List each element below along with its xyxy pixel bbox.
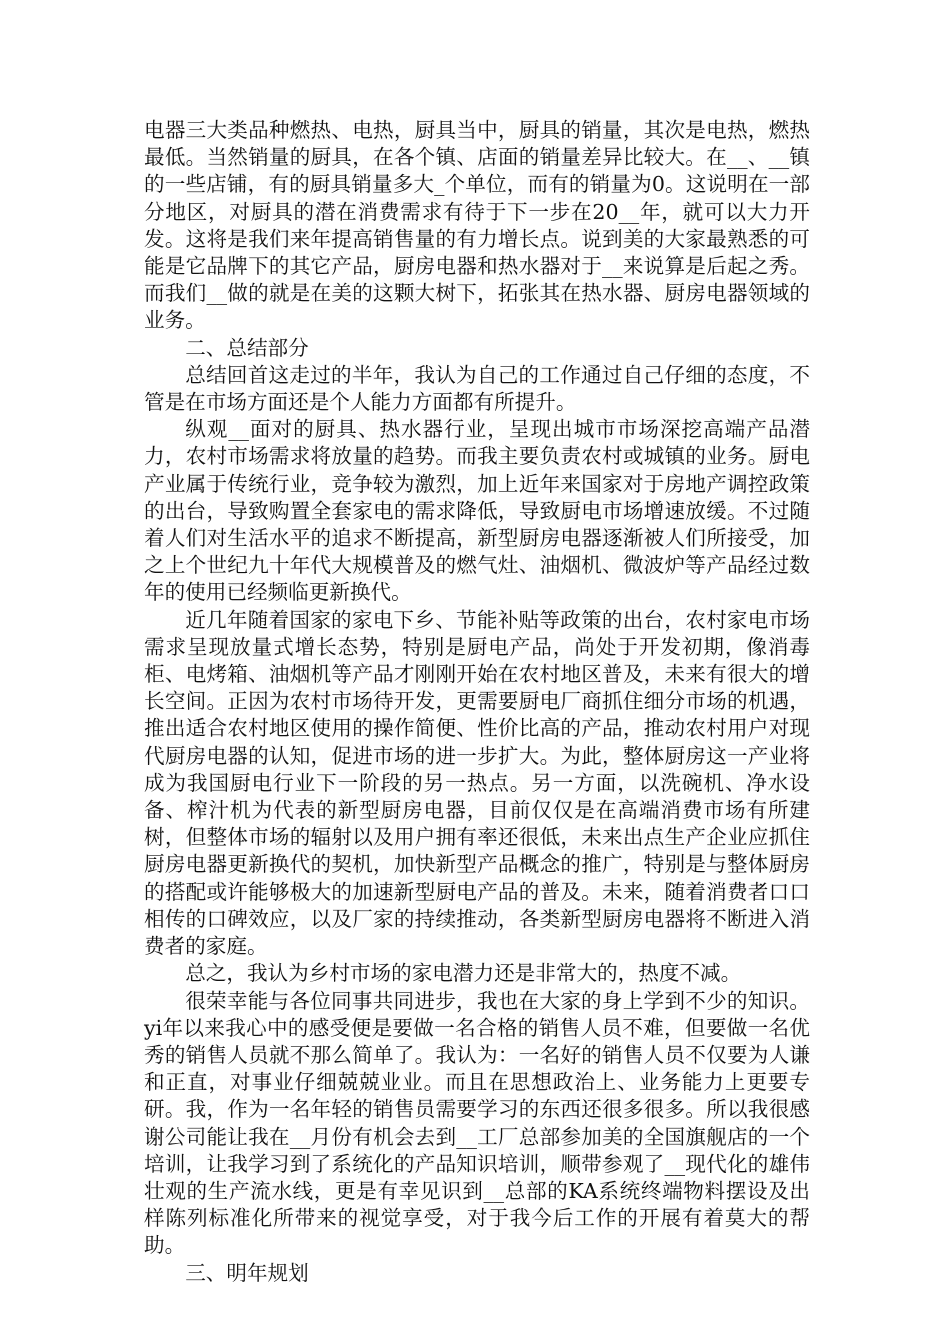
- section-heading-plan: 三、明年规划: [185, 1260, 309, 1285]
- paragraph: 很荣幸能与各位同事共同进步，我也在大家的身上学到不少的知识。yi年以来我心中的感受便是要做一名合格的销售人员不难，但要做一名优秀的销售人员就不那么简单了。我认为：一名好的销售人员不仅要为人谦和正直，对事业仔细兢兢业业。而且在思想政治上、业务能力上更要专研。我，作为一名年轻的销售员需要学习的东西还很多很多。所以我很感谢公司能让我在__月份有机会去到__工厂总部参加美的全国旗舰店的一个培训，让我学习到了系统化的产品知识培训，顺带参观了__现代化的雄伟壮观的生产流水线，更是有幸见识到__总部的KA系统终端物料摆设及出样陈列标准化所带来的视觉享受，对于我今后工作的开展有着莫大的帮助。: [144, 988, 810, 1258]
- paragraph: 总结回首这走过的半年，我认为自己的工作通过自己仔细的态度，不管是在市场方面还是个人能力方面都有所提升。: [144, 362, 810, 415]
- document-page: [144, 117, 810, 1287]
- paragraph: 近几年随着国家的家电下乡、节能补贴等政策的出台，农村家电市场需求呈现放量式增长态势，特别是厨电产品，尚处于开发初期，像消毒柜、电烤箱、油烟机等产品才刚刚开始在农村地区普及，未来有很大的增长空间。正因为农村市场待开发，更需要厨电厂商抓住细分市场的机遇，推出适合农村地区使用的操作简便、性价比高的产品，推动农村用户对现代厨房电器的认知，促进市场的进一步扩大。为此，整体厨房这一产业将成为我国厨电行业下一阶段的另一热点。另一方面，以洗碗机、净水设备、榨汁机为代表的新型厨房电器，目前仅仅是在高端消费市场有所建树，但整体市场的辐射以及用户拥有率还很低，未来出点生产企业应抓住厨房电器更新换代的契机，加快新型产品概念的推广，特别是与整体厨房的搭配或许能够极大的加速新型厨电产品的普及。未来，随着消费者口口相传的口碑效应，以及厂家的持续推动，各类新型厨房电器将不断进入消费者的家庭。: [144, 607, 810, 959]
- paragraph-continued: 电器三大类品种燃热、电热，厨具当中，厨具的销量，其次是电热，燃热最低。当然销量的厨具，在各个镇、店面的销量差异比较大。在__、__镇的一些店铺，有的厨具销量多大_个单位，而有的销量为0。这说明在一部分地区，对厨具的潜在消费需求有待于下一步在20__年，就可以大力开发。这将是我们来年提高销售量的有力增长点。说到美的大家最熟悉的可能是它品牌下的其它产品，厨房电器和热水器对于__来说算是后起之秀。而我们__做的就是在美的这颗大树下，拓张其在热水器、厨房电器领域的业务。: [144, 118, 810, 333]
- paragraph: 总之，我认为乡村市场的家电潜力还是非常大的，热度不减。: [185, 961, 742, 986]
- paragraph: 纵观__面对的厨具、热水器行业，呈现出城市市场深挖高端产品潜力，农村市场需求将放量的趋势。而我主要负责农村或城镇的业务。厨电产业属于传统行业，竞争较为激烈，加上近年来国家对于房地产调控政策的出台，导致购置全套家电的需求降低，导致厨电市场增速放缓。不过随着人们对生活水平的追求不断提高，新型厨房电器逐渐被人们所接受，加之上个世纪九十年代大规模普及的燃气灶、油烟机、微波炉等产品经过数年的使用已经频临更新换代。: [144, 417, 810, 605]
- section-heading-summary: 二、总结部分: [185, 335, 309, 360]
